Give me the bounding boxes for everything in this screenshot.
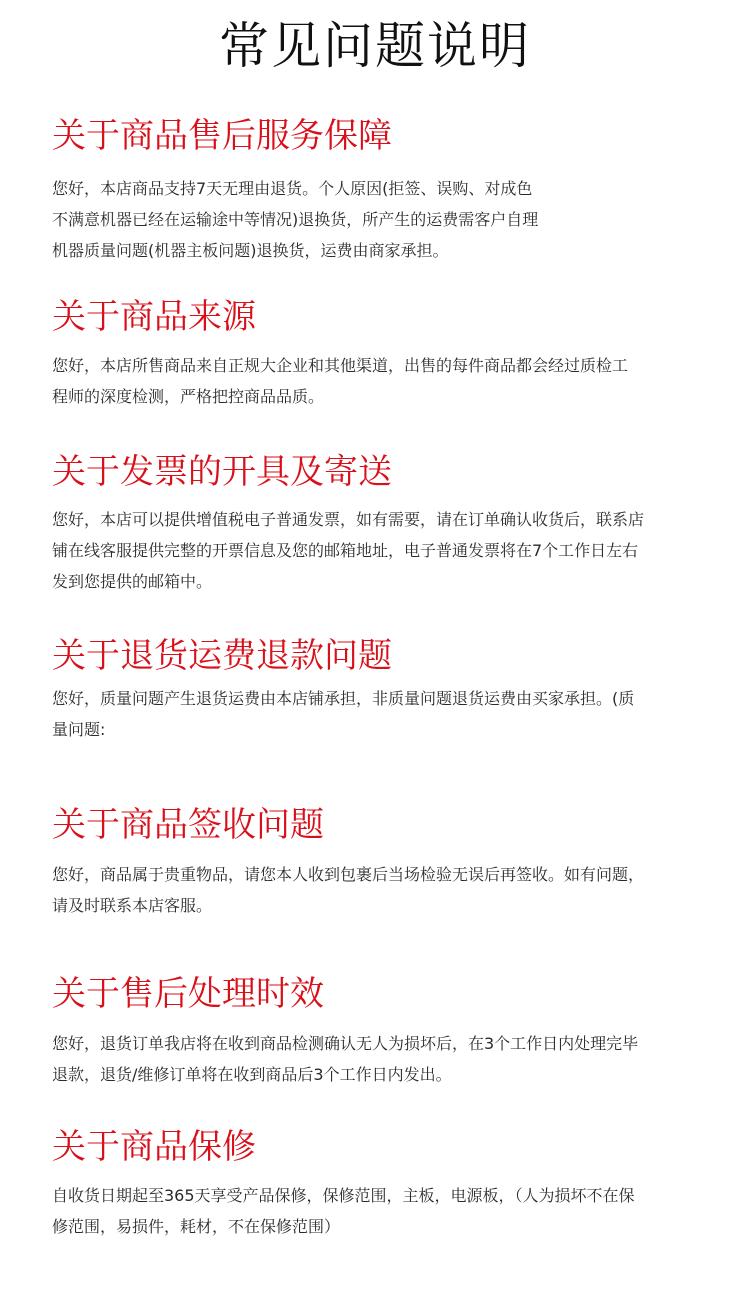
section-return-shipping bbox=[52, 634, 722, 745]
body-line: 自收货日期起至365天享受产品保修，保修范围，主板，电源板，（人为损坏不在保 bbox=[52, 1186, 635, 1205]
section-heading: 关于售后处理时效 bbox=[52, 974, 324, 1014]
body-line: 不满意机器已经在运输途中等情况)退换货，所产生的运费需客户自理 bbox=[52, 210, 539, 229]
section-heading: 关于商品保修 bbox=[52, 1127, 256, 1167]
body-line: 您好，商品属于贵重物品，请您本人收到包裹后当场检验无误后再签收。如有问题， bbox=[52, 865, 645, 884]
section-after-sales-time bbox=[52, 972, 722, 1090]
body-line: 请及时联系本店客服。 bbox=[52, 896, 213, 915]
body-line: 您好，本店所售商品来自正规大企业和其他渠道，出售的每件商品都会经过质检工 bbox=[52, 356, 629, 375]
section-body bbox=[52, 1028, 722, 1090]
section-heading: 关于商品签收问题 bbox=[52, 805, 324, 845]
section-body bbox=[52, 859, 722, 921]
section-body bbox=[52, 350, 722, 412]
section-invoice bbox=[52, 450, 722, 597]
section-warranty bbox=[52, 1125, 722, 1242]
section-after-sales-guarantee bbox=[52, 114, 722, 266]
body-line: 您好，质量问题产生退货运费由本店铺承担，非质量问题退货运费由买家承担。(质 bbox=[52, 689, 635, 708]
section-heading: 关于发票的开具及寄送 bbox=[52, 452, 392, 492]
body-line: 量问题: bbox=[52, 720, 106, 739]
page-title: 常见问题说明 bbox=[219, 17, 531, 75]
section-heading: 关于退货运费退款问题 bbox=[52, 636, 392, 676]
section-heading: 关于商品售后服务保障 bbox=[52, 116, 392, 156]
body-line: 您好，本店商品支持7天无理由退货。个人原因(拒签、误购、对成色 bbox=[52, 179, 533, 198]
section-body bbox=[52, 1180, 722, 1242]
section-body bbox=[52, 504, 722, 597]
body-line: 发到您提供的邮箱中。 bbox=[52, 572, 213, 591]
body-line: 铺在线客服提供完整的开票信息及您的邮箱地址，电子普通发票将在7个工作日左右 bbox=[52, 541, 639, 560]
body-line: 机器质量问题(机器主板问题)退换货，运费由商家承担。 bbox=[52, 241, 449, 260]
section-body bbox=[52, 683, 722, 745]
body-line: 您好，退货订单我店将在收到商品检测确认无人为损坏后，在3个工作日内处理完毕 bbox=[52, 1034, 639, 1053]
section-heading: 关于商品来源 bbox=[52, 297, 256, 337]
section-product-source bbox=[52, 295, 722, 412]
body-line: 修范围，易损件，耗材，不在保修范围） bbox=[52, 1217, 341, 1236]
body-line: 您好，本店可以提供增值税电子普通发票，如有需要，请在订单确认收货后，联系店 bbox=[52, 510, 645, 529]
section-sign-for-goods bbox=[52, 803, 722, 921]
section-body bbox=[52, 173, 722, 266]
body-line: 退款，退货/维修订单将在收到商品后3个工作日内发出。 bbox=[52, 1065, 452, 1084]
body-line: 程师的深度检测，严格把控商品品质。 bbox=[52, 387, 325, 406]
